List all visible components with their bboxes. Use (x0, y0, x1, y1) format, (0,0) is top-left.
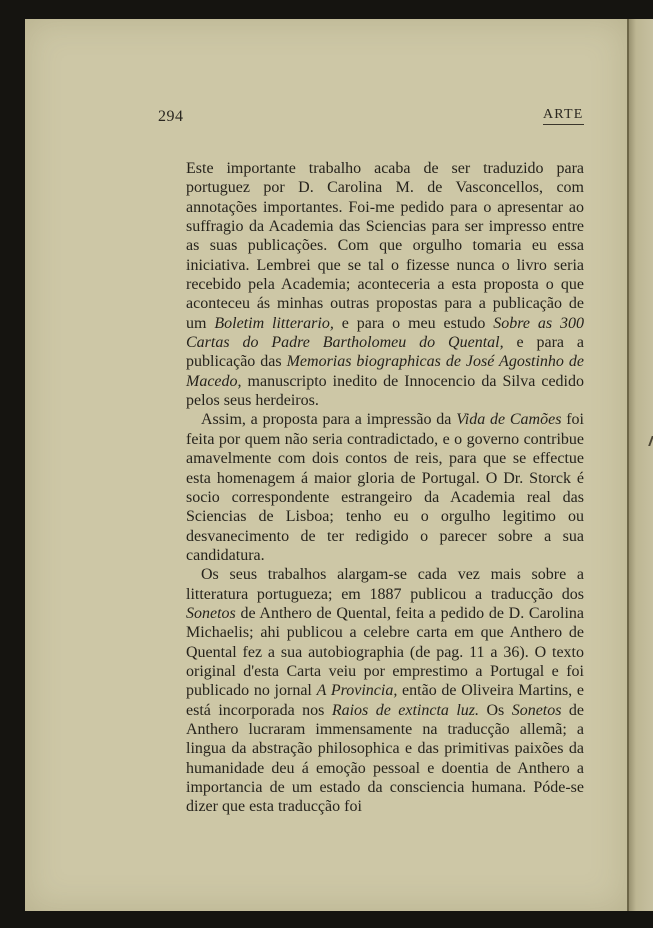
body-text (186, 159, 584, 817)
text-run: de Anthero lucraram immensamente na traducção allemã; a lingua da abstração philosophica e das primitivas paixões da humanidade deu á emoção pessoal e doentia de Anthero a importancia de um estado da consciencia humana. Póde-se dizer que esta traducção foi (186, 701, 585, 816)
text-run: Os seus trabalhos alargam-se cada vez mais sobre a litteratura portugueza; em 1887 publicou a traducção dos (186, 566, 584, 603)
text-run: manuscripto inedito de Innocencio da Silva cedido pelos seus herdeiros. (186, 372, 584, 410)
paragraph-2 (186, 410, 584, 565)
italic-title-run: Sonetos (186, 604, 236, 622)
running-head: ARTE (543, 107, 584, 125)
italic-title-run: Raios de extincta luz. (331, 701, 480, 719)
text-run: de Anthero de Quental, feita a pedido de D. Carolina Michaelis; ahi publicou a celebre carta em que Anthero de Quental fez a sua autobiographia (de pag. 11 a 36). O texto original d'esta Carta veiu por emprestimo a Portugal e foi publicado no jornal (186, 604, 584, 700)
text-run: Assim, a proposta para a impressão da (201, 411, 457, 429)
page-number: 294 (158, 108, 184, 125)
text-run: foi feita por quem não seria contradictado, e o governo contribue amavelmente com dois contos de reis, para que se effectue esta homenagem á maior gloria de Portugal. O Dr. Storck é socio correspondente estrangeiro da Academia real das Sciencias de Lisboa; tenho eu o orgulho legitimo ou desvanecimento de ter redigido o parecer sobre a sua candidatura. (186, 411, 584, 564)
paragraph-3 (186, 565, 584, 816)
facing-page-edge (627, 19, 653, 911)
text-run: e para o meu estudo (333, 314, 494, 332)
text-run: Os (479, 701, 512, 719)
italic-title-run: Memorias biographicas de José Agostinho de Macedo, (186, 353, 585, 390)
italic-title-run: Vida de Camões (456, 411, 562, 429)
text-run: então de Oliveira Martins, e está incorporada nos (186, 682, 585, 719)
italic-title-run: Sonetos (511, 701, 562, 719)
italic-title-run: Sobre as 300 Cartas do Padre Bartholomeu do Quental, (186, 314, 585, 352)
text-run: Este importante trabalho acaba de ser traduzido para portuguez por D. Carolina M. de Vasconcellos, com annotações importantes. Foi-me pedido para o apresentar ao suffragio da Academia das Sciencias para ser impresso entre as suas publicações. Com que orgulho tomaria eu essa iniciativa. Lembrei que se tal o fizesse nunca o livro seria recebido pela Academia; aconteceria a esta proposta o que aconteceu ás minhas outras propostas para a publicação de um (186, 160, 584, 332)
text-run: e para a publicação das (186, 334, 585, 371)
paragraph-1 (186, 159, 584, 410)
italic-title-run: A Provincia, (316, 682, 398, 700)
italic-title-run: Boletim litterario, (214, 314, 334, 332)
